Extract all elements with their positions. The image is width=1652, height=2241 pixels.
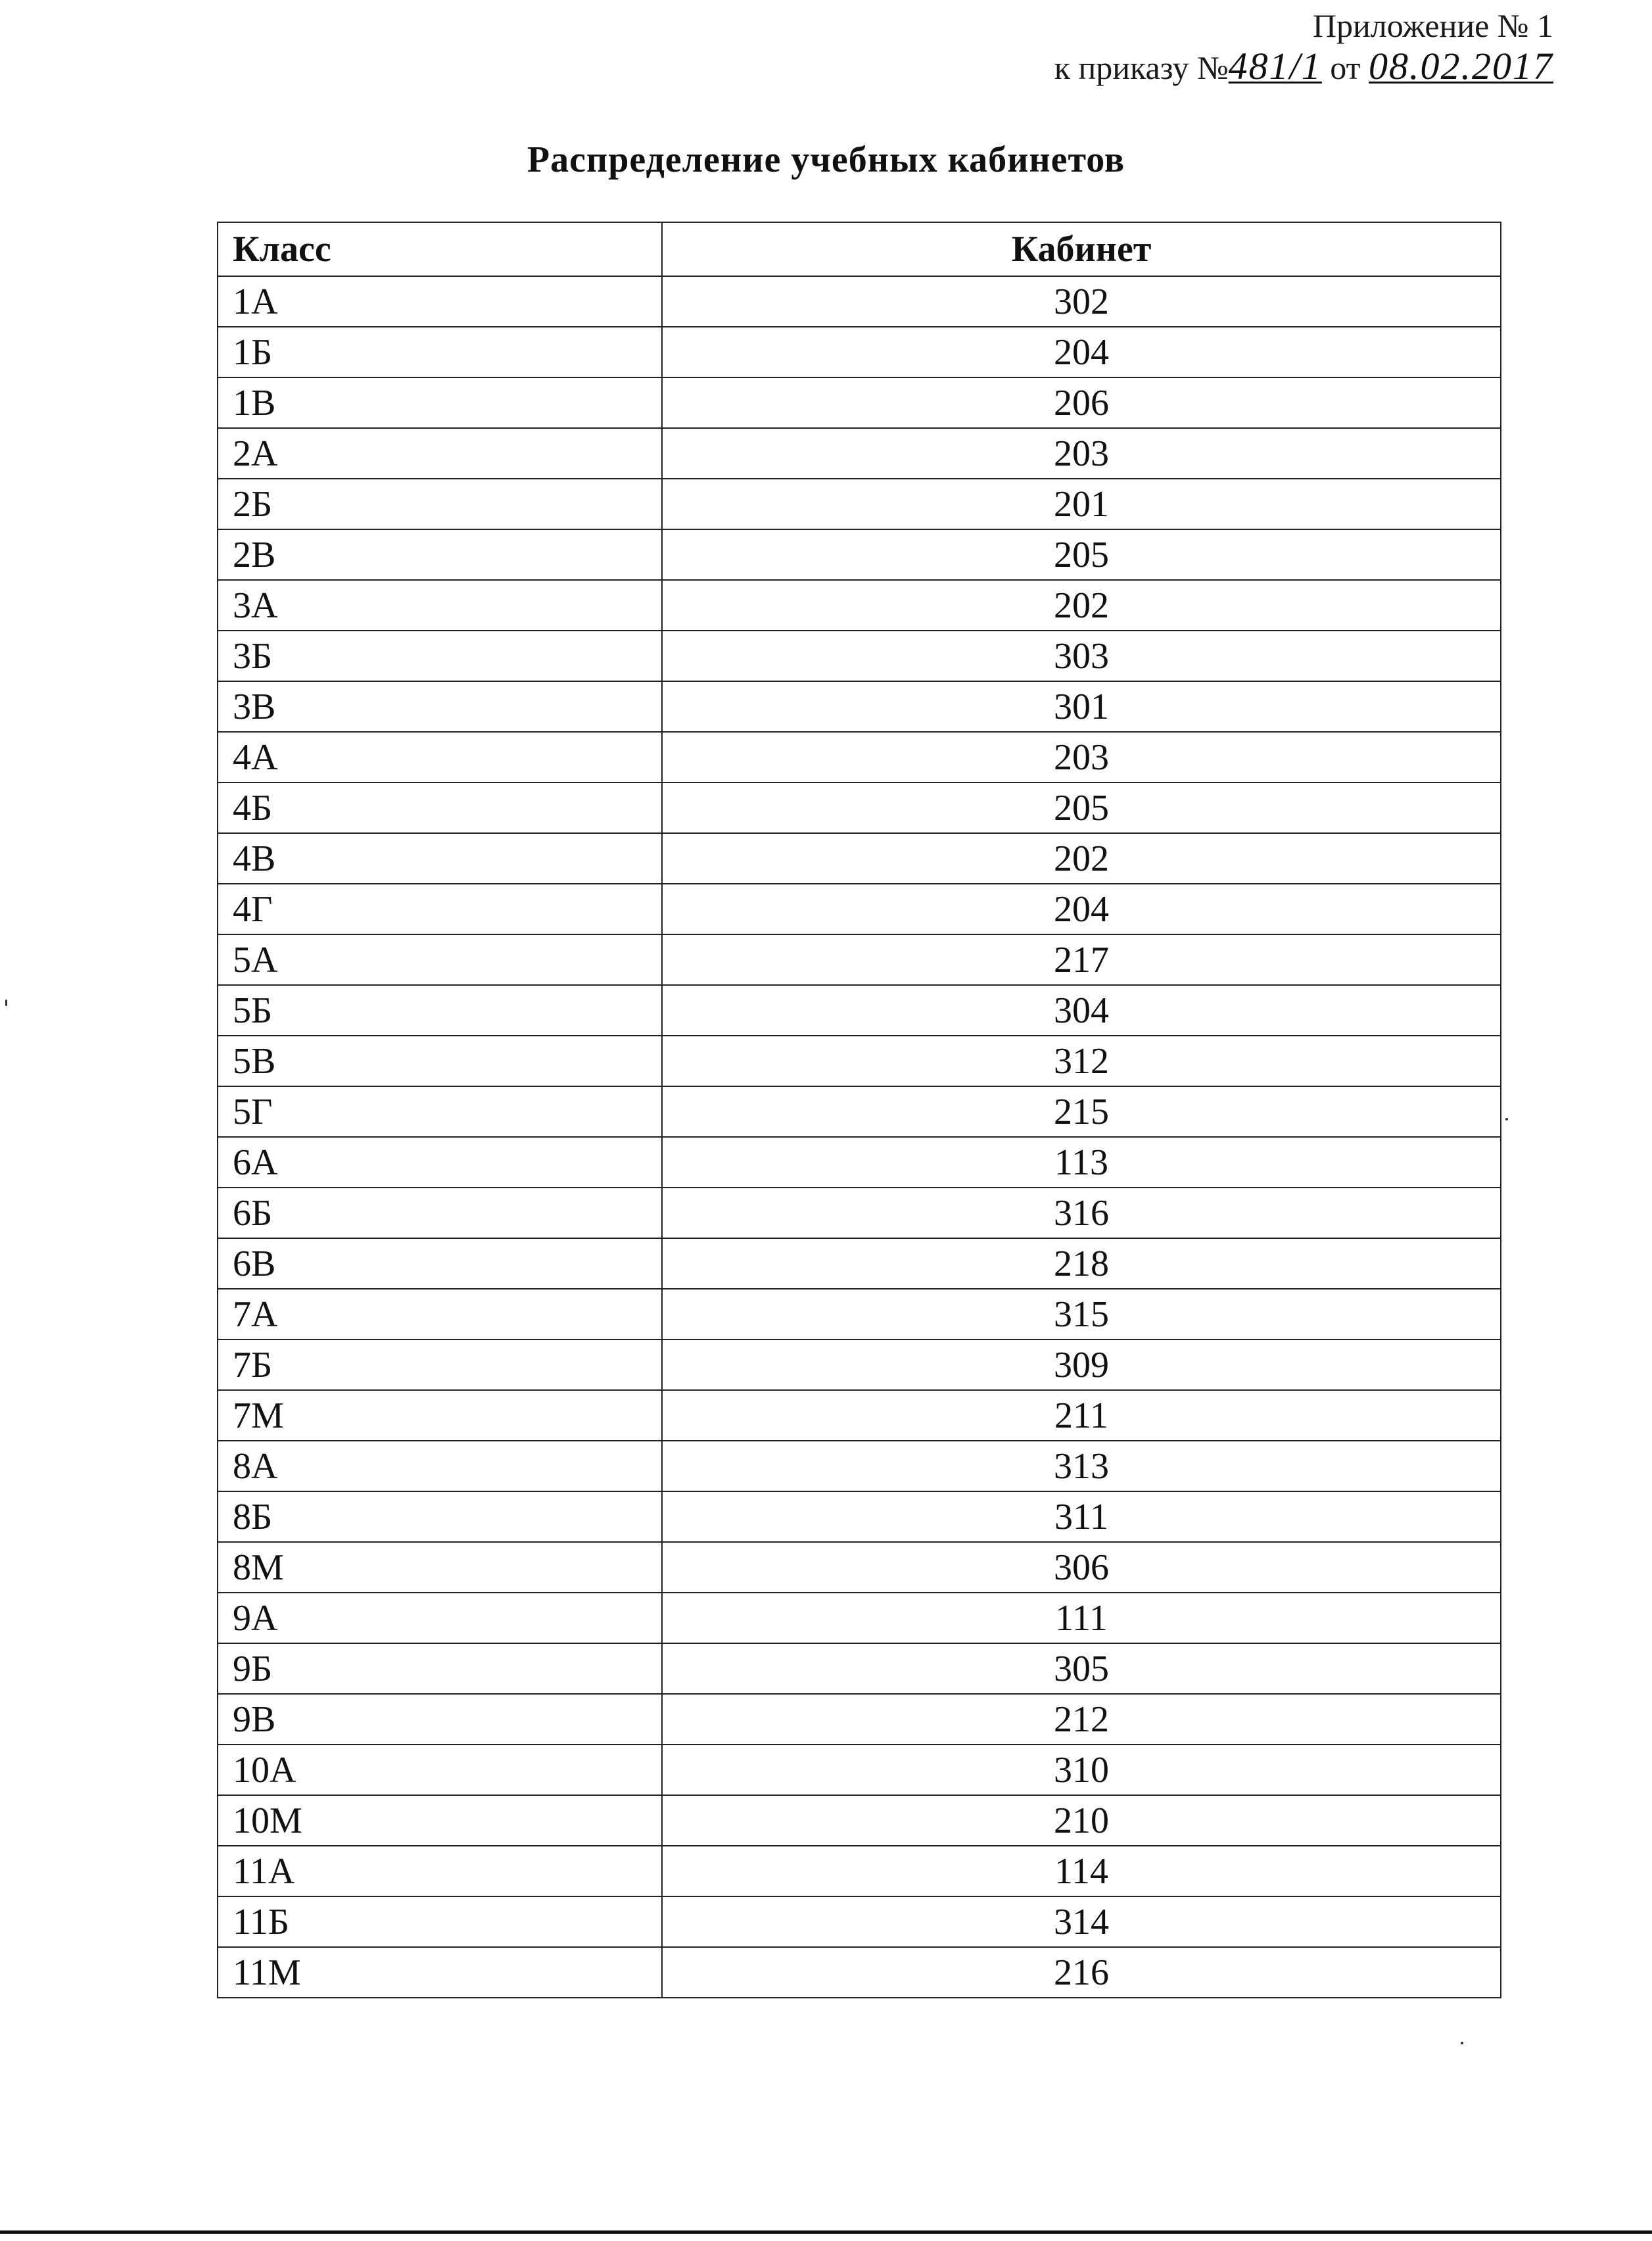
class-cell: 10А [218, 1745, 662, 1795]
class-cell: 2Б [218, 479, 662, 529]
class-cell: 9В [218, 1694, 662, 1745]
class-cell: 9А [218, 1593, 662, 1643]
room-cell: 305 [662, 1643, 1501, 1694]
room-cell: 315 [662, 1289, 1501, 1339]
room-cell: 202 [662, 580, 1501, 631]
room-cell: 215 [662, 1086, 1501, 1137]
room-cell: 205 [662, 529, 1501, 580]
table-row [218, 783, 1501, 833]
room-cell: 111 [662, 1593, 1501, 1643]
order-number-handwritten: 481/1 [1228, 45, 1322, 87]
table-header-row [218, 222, 1501, 276]
table-row [218, 985, 1501, 1036]
room-cell: 205 [662, 783, 1501, 833]
class-cell: 4Г [218, 884, 662, 934]
room-cell: 314 [662, 1896, 1501, 1947]
class-cell: 2А [218, 428, 662, 479]
class-cell: 5В [218, 1036, 662, 1086]
order-prefix: к приказу № [1054, 49, 1229, 86]
table-row [218, 479, 1501, 529]
table-row [218, 1339, 1501, 1390]
table-row [218, 428, 1501, 479]
room-cell: 211 [662, 1390, 1501, 1441]
class-cell: 7А [218, 1289, 662, 1339]
table-row [218, 276, 1501, 327]
class-cell: 11Б [218, 1896, 662, 1947]
class-cell: 4Б [218, 783, 662, 833]
table-row [218, 1846, 1501, 1896]
room-cell: 203 [662, 732, 1501, 783]
table-row [218, 1289, 1501, 1339]
column-header-room: Кабинет [662, 222, 1501, 276]
table-row [218, 1390, 1501, 1441]
table-row [218, 580, 1501, 631]
table-row [218, 833, 1501, 884]
table-row [218, 1441, 1501, 1491]
room-cell: 113 [662, 1137, 1501, 1188]
class-cell: 5Б [218, 985, 662, 1036]
table-row [218, 1694, 1501, 1745]
class-cell: 7Б [218, 1339, 662, 1390]
table-row [218, 529, 1501, 580]
room-cell: 316 [662, 1188, 1501, 1238]
room-cell: 204 [662, 884, 1501, 934]
date-prefix: от [1330, 49, 1361, 86]
room-cell: 311 [662, 1491, 1501, 1542]
room-cell: 304 [662, 985, 1501, 1036]
table-row [218, 1036, 1501, 1086]
table-row [218, 934, 1501, 985]
document-title: Распределение учебных кабинетов [527, 139, 1125, 180]
class-cell: 11А [218, 1846, 662, 1896]
room-cell: 212 [662, 1694, 1501, 1745]
order-reference [896, 46, 1553, 88]
table-row [218, 1542, 1501, 1593]
table-row [218, 1947, 1501, 1998]
class-cell: 1Б [218, 327, 662, 377]
room-cell: 302 [662, 276, 1501, 327]
table-row [218, 1593, 1501, 1643]
class-cell: 3В [218, 681, 662, 732]
class-cell: 8А [218, 1441, 662, 1491]
class-cell: 3А [218, 580, 662, 631]
class-cell: 8Б [218, 1491, 662, 1542]
class-cell: 4А [218, 732, 662, 783]
class-cell: 4В [218, 833, 662, 884]
room-cell: 202 [662, 833, 1501, 884]
table-row [218, 1745, 1501, 1795]
room-cell: 303 [662, 631, 1501, 681]
class-cell: 6В [218, 1238, 662, 1289]
table-row [218, 681, 1501, 732]
class-cell: 5Г [218, 1086, 662, 1137]
column-header-class: Класс [218, 222, 662, 276]
table-row [218, 1643, 1501, 1694]
room-cell: 312 [662, 1036, 1501, 1086]
room-cell: 217 [662, 934, 1501, 985]
scan-speck [1505, 1118, 1508, 1120]
table-row [218, 327, 1501, 377]
class-cell: 9Б [218, 1643, 662, 1694]
table-row [218, 377, 1501, 428]
room-cell: 313 [662, 1441, 1501, 1491]
table-row [218, 884, 1501, 934]
scan-speck [1461, 2042, 1463, 2044]
class-cell: 1А [218, 276, 662, 327]
room-cell: 309 [662, 1339, 1501, 1390]
class-cell: 11М [218, 1947, 662, 1998]
room-cell: 310 [662, 1745, 1501, 1795]
room-cell: 203 [662, 428, 1501, 479]
appendix-header [896, 5, 1553, 88]
room-cell: 216 [662, 1947, 1501, 1998]
order-date-handwritten: 08.02.2017 [1369, 45, 1553, 87]
bottom-rule [0, 2230, 1652, 2234]
table-row [218, 1137, 1501, 1188]
appendix-title: Приложение № 1 [1312, 7, 1553, 44]
class-cell: 6Б [218, 1188, 662, 1238]
table-row [218, 1188, 1501, 1238]
room-cell: 201 [662, 479, 1501, 529]
room-cell: 114 [662, 1846, 1501, 1896]
class-cell: 3Б [218, 631, 662, 681]
table-row [218, 1896, 1501, 1947]
table-row [218, 1795, 1501, 1846]
room-cell: 306 [662, 1542, 1501, 1593]
room-cell: 204 [662, 327, 1501, 377]
room-cell: 218 [662, 1238, 1501, 1289]
room-cell: 210 [662, 1795, 1501, 1846]
class-cell: 8М [218, 1542, 662, 1593]
table-row [218, 732, 1501, 783]
table-row [218, 1238, 1501, 1289]
class-cell: 6А [218, 1137, 662, 1188]
class-cell: 10М [218, 1795, 662, 1846]
table-row [218, 1086, 1501, 1137]
class-cell: 7М [218, 1390, 662, 1441]
class-cell: 2В [218, 529, 662, 580]
table-row [218, 631, 1501, 681]
scan-speck [5, 1000, 7, 1006]
table-row [218, 1491, 1501, 1542]
table-body [218, 276, 1501, 1998]
class-cell: 1В [218, 377, 662, 428]
room-cell: 206 [662, 377, 1501, 428]
room-cell: 301 [662, 681, 1501, 732]
rooms-table [217, 222, 1501, 1998]
class-cell: 5А [218, 934, 662, 985]
